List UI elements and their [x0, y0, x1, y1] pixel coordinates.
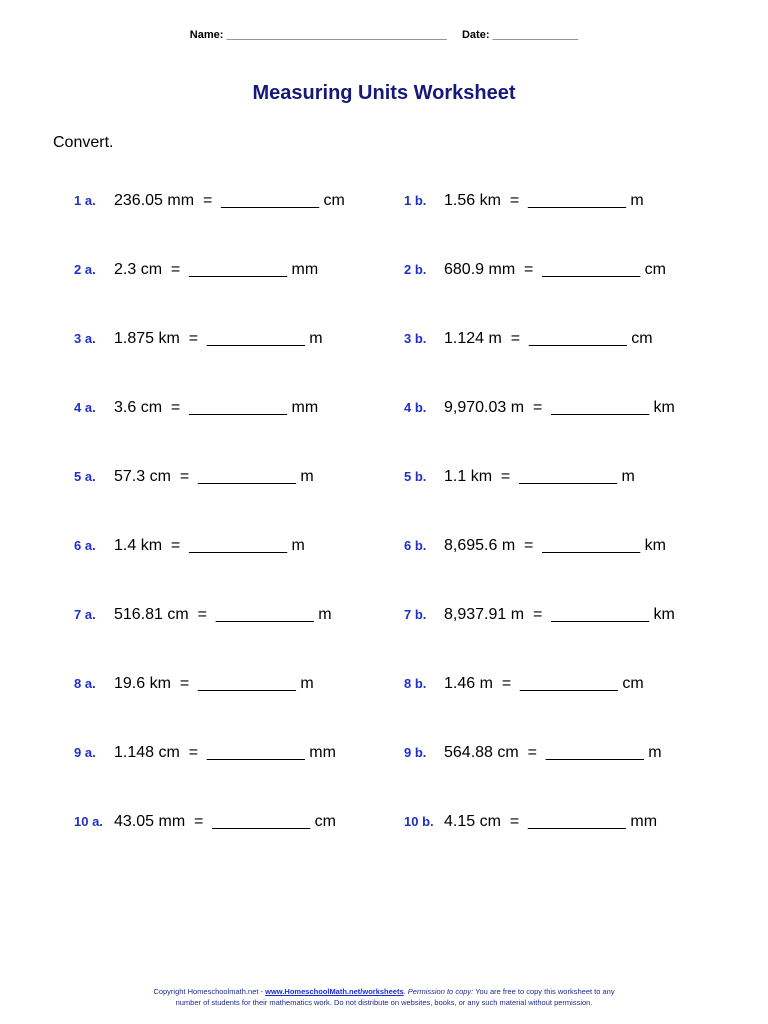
problem-item	[74, 189, 345, 213]
target-unit: m	[621, 468, 635, 485]
problem-item	[404, 603, 675, 627]
problem-item	[404, 741, 662, 765]
problem-number: 4 b.	[404, 400, 427, 415]
problem-item	[404, 672, 644, 696]
given-quantity: 8,695.6 m	[444, 537, 516, 554]
problem-expression	[444, 468, 635, 485]
answer-blank[interactable]: ___________	[198, 468, 296, 485]
target-unit: cm	[631, 330, 653, 347]
problem-number: 5 a.	[74, 469, 96, 484]
given-quantity: 3.6 cm	[114, 399, 163, 416]
equals-sign: =	[524, 399, 552, 416]
answer-blank[interactable]: ___________	[519, 468, 618, 485]
problem-item	[404, 810, 657, 834]
target-unit: m	[291, 537, 305, 554]
given-quantity: 57.3 cm	[114, 468, 171, 485]
problem-number: 2 a.	[74, 262, 96, 277]
answer-blank[interactable]: ___________	[545, 744, 644, 761]
given-quantity: 2.3 cm	[114, 261, 163, 278]
answer-blank[interactable]: ___________	[528, 330, 627, 347]
equals-sign: =	[492, 675, 521, 692]
equals-sign: =	[501, 330, 529, 347]
problem-expression	[114, 468, 314, 485]
equals-sign: =	[170, 675, 199, 692]
target-unit: cm	[644, 261, 666, 278]
problem-number: 9 a.	[74, 745, 96, 760]
given-quantity: 1.56 km	[444, 192, 501, 209]
target-unit: cm	[314, 813, 336, 830]
problem-item	[404, 465, 635, 489]
problem-expression	[114, 606, 332, 623]
equals-sign: =	[179, 330, 207, 347]
problem-number: 8 b.	[404, 676, 427, 691]
equals-sign: =	[162, 261, 190, 278]
target-unit: m	[318, 606, 332, 623]
problem-number: 4 a.	[74, 400, 96, 415]
problem-item	[404, 258, 666, 282]
problem-expression	[444, 192, 644, 209]
problem-expression	[114, 537, 305, 554]
target-unit: m	[309, 330, 323, 347]
given-quantity: 1.148 cm	[114, 744, 180, 761]
problem-expression	[444, 399, 675, 416]
answer-blank[interactable]: ___________	[551, 399, 650, 416]
answer-blank[interactable]: ___________	[212, 813, 311, 830]
given-quantity: 564.88 cm	[444, 744, 519, 761]
equals-sign: =	[188, 606, 216, 623]
problem-number: 8 a.	[74, 676, 96, 691]
target-unit: mm	[630, 813, 658, 830]
problem-number: 10 a.	[74, 814, 103, 829]
target-unit: mm	[291, 261, 319, 278]
problem-item	[404, 189, 644, 213]
equals-sign: =	[518, 744, 546, 761]
problem-expression	[444, 537, 666, 554]
copyright-text: Copyright Homeschoolmath.net -	[153, 987, 266, 996]
given-quantity: 516.81 cm	[114, 606, 189, 623]
target-unit: m	[648, 744, 662, 761]
problem-number: 9 b.	[404, 745, 427, 760]
date-label: Date:	[461, 29, 490, 41]
given-quantity: 680.9 mm	[444, 261, 516, 278]
target-unit: km	[653, 606, 675, 623]
problem-number: 1 a.	[74, 193, 96, 208]
problem-number: 6 b.	[404, 538, 427, 553]
equals-sign: =	[162, 537, 190, 554]
problem-item	[74, 672, 314, 696]
target-unit: cm	[323, 192, 345, 209]
answer-blank[interactable]: ___________	[206, 744, 305, 761]
problem-number: 7 a.	[74, 607, 96, 622]
answer-blank[interactable]: ___________	[528, 192, 626, 209]
answer-blank[interactable]: ___________	[528, 813, 626, 830]
problem-expression	[114, 261, 318, 278]
problem-number: 7 b.	[404, 607, 427, 622]
problem-item	[74, 465, 314, 489]
answer-blank[interactable]: ___________	[206, 330, 305, 347]
target-unit: km	[644, 537, 666, 554]
permission-label: Permission to copy:	[407, 987, 474, 996]
problem-expression	[444, 330, 653, 347]
problem-item	[74, 741, 336, 765]
target-unit: m	[300, 468, 314, 485]
given-quantity: 4.15 cm	[444, 813, 501, 830]
given-quantity: 1.4 km	[114, 537, 163, 554]
problem-item	[74, 603, 332, 627]
problem-item	[404, 534, 666, 558]
problem-number: 10 b.	[404, 814, 434, 829]
problem-expression	[444, 744, 662, 761]
problem-expression	[444, 606, 675, 623]
problem-expression	[114, 192, 345, 209]
equals-sign: =	[185, 813, 213, 830]
problem-expression	[444, 675, 644, 692]
given-quantity: 1.46 m	[444, 675, 493, 692]
equals-sign: =	[515, 537, 543, 554]
homeschoolmath-link[interactable]: www.HomeschoolMath.net/worksheets	[265, 987, 404, 996]
equals-sign: =	[194, 192, 222, 209]
target-unit: mm	[309, 744, 336, 761]
target-unit: km	[653, 399, 675, 416]
answer-blank[interactable]: ___________	[198, 675, 296, 692]
footer-line-2: number of students for their mathematics work. Do not distribute on websites, books, or any such material without permission.	[175, 998, 593, 1007]
given-quantity: 1.124 m	[444, 330, 502, 347]
given-quantity: 43.05 mm	[114, 813, 186, 830]
given-quantity: 1.875 km	[114, 330, 180, 347]
problem-item	[404, 396, 675, 420]
given-quantity: 1.1 km	[444, 468, 493, 485]
equals-sign: =	[492, 468, 520, 485]
problem-expression	[444, 813, 657, 830]
problem-item	[404, 327, 653, 351]
target-unit: m	[630, 192, 644, 209]
equals-sign: =	[500, 192, 529, 209]
problem-expression	[114, 675, 314, 692]
target-unit: mm	[291, 399, 319, 416]
problem-number: 1 b.	[404, 193, 427, 208]
problem-expression	[114, 813, 336, 830]
given-quantity: 236.05 mm	[114, 192, 195, 209]
answer-blank[interactable]: ___________	[542, 537, 641, 554]
problem-item	[74, 810, 336, 834]
problem-number: 3 b.	[404, 331, 427, 346]
equals-sign: =	[515, 261, 543, 278]
problem-number: 2 b.	[404, 262, 427, 277]
problem-item	[74, 327, 323, 351]
permission-text: You are free to copy this worksheet to any	[473, 987, 615, 996]
equals-sign: =	[500, 813, 529, 830]
answer-blank[interactable]: ___________	[542, 261, 641, 278]
name-blank[interactable]: ____________________________________	[226, 29, 447, 41]
problem-item	[74, 258, 318, 282]
given-quantity: 8,937.91 m	[444, 606, 525, 623]
problem-item	[74, 396, 318, 420]
problem-number: 3 a.	[74, 331, 96, 346]
name-date-line	[0, 29, 768, 41]
answer-blank[interactable]: ___________	[189, 399, 288, 416]
answer-blank[interactable]: ___________	[221, 192, 320, 209]
date-blank[interactable]: ______________	[492, 29, 579, 41]
given-quantity: 9,970.03 m	[444, 399, 525, 416]
equals-sign: =	[179, 744, 207, 761]
problem-expression	[114, 399, 318, 416]
problem-expression	[114, 744, 336, 761]
answer-blank[interactable]: ___________	[189, 537, 288, 554]
equals-sign: =	[524, 606, 552, 623]
answer-blank[interactable]: ___________	[551, 606, 650, 623]
problem-number: 5 b.	[404, 469, 427, 484]
problem-item	[74, 534, 305, 558]
target-unit: cm	[622, 675, 644, 692]
given-quantity: 19.6 km	[114, 675, 171, 692]
answer-blank[interactable]: ___________	[215, 606, 314, 623]
problem-number: 6 a.	[74, 538, 96, 553]
answer-blank[interactable]: ___________	[520, 675, 618, 692]
name-label: Name:	[189, 29, 224, 41]
problem-expression	[114, 330, 323, 347]
equals-sign: =	[162, 399, 190, 416]
equals-sign: =	[170, 468, 199, 485]
target-unit: m	[300, 675, 314, 692]
footer-line-1: Copyright Homeschoolmath.net - www.HomeschoolMath.net/worksheets. Permission to copy: You are free to copy this worksheet to any	[153, 987, 615, 996]
answer-blank[interactable]: ___________	[189, 261, 288, 278]
problem-expression	[444, 261, 666, 278]
worksheet-title: Measuring Units Worksheet	[252, 82, 516, 104]
instructions: Convert.	[53, 134, 114, 151]
footer	[0, 986, 768, 1008]
